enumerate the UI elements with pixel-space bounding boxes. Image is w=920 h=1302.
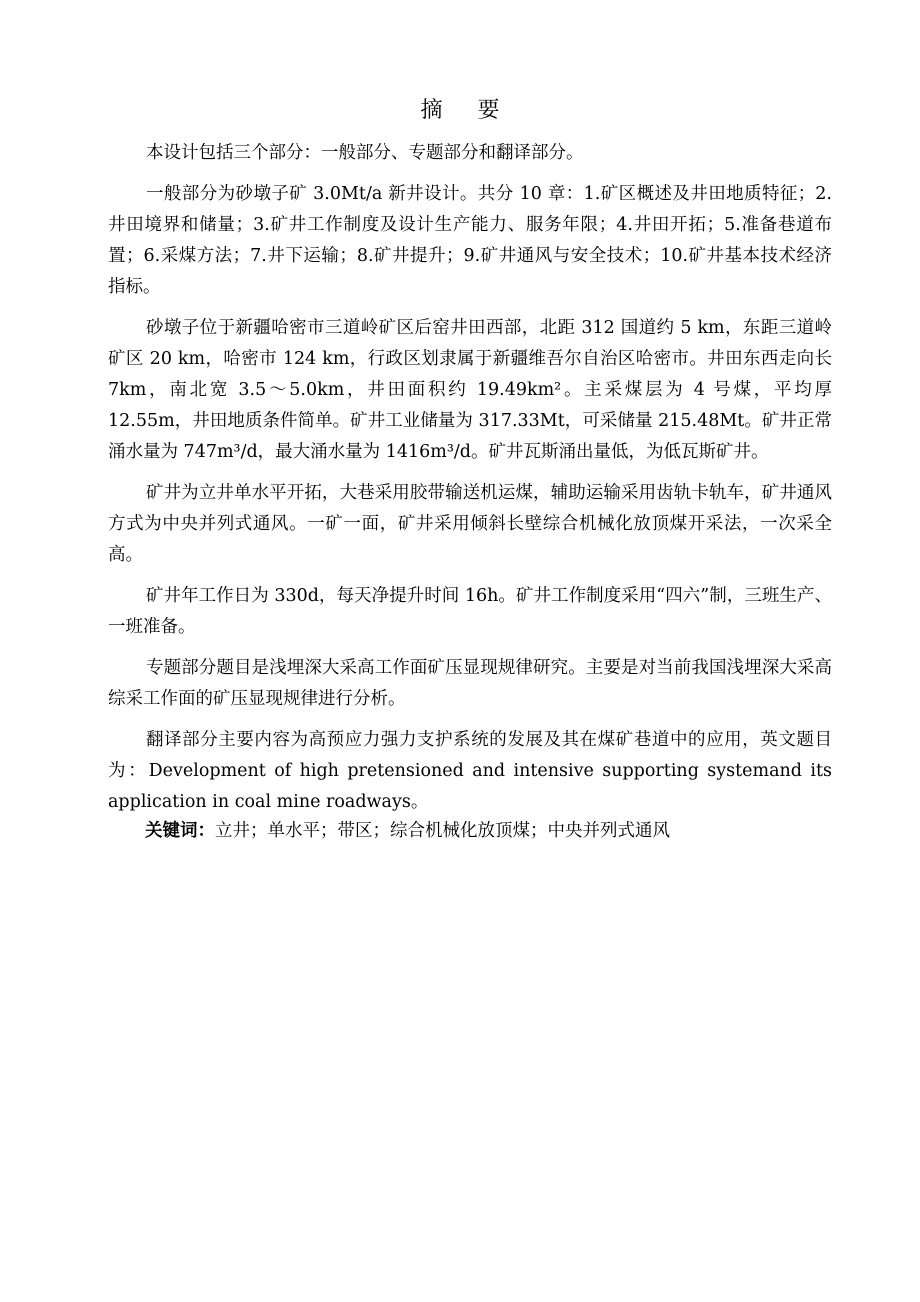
paragraph-site-description: 砂墩子位于新疆哈密市三道岭矿区后窑井田西部，北距 312 国道约 5 km，东距三道岭矿区 20 km，哈密市 124 km，行政区划隶属于新疆维吾尔自治区哈密市。井田东西走向长 7km，南北宽 3.5～5.0km，井田面积约 19.49km²。主采煤层为 4 号煤，平均厚 12.55m，井田地质条件简单。矿井工业储量为 317.33Mt，可采储量 215.48Mt。矿井正常涌水量为 747m³/d，最大涌水量为 1416m³/d。矿井瓦斯涌出量低，为低瓦斯矿井。 [108,318,832,462]
paragraph-translation: 翻译部分主要内容为高预应力强力支护系统的发展及其在煤矿巷道中的应用，英文题目为：Development of high pretensioned and intensive supporting systemand its application in coal mine roadways。 [108,730,832,812]
paragraph-mine-development: 矿井为立井单水平开拓，大巷采用胶带输送机运煤，辅助运输采用齿轨卡轨车，矿井通风方式为中央并列式通风。一矿一面，矿井采用倾斜长壁综合机械化放顶煤开采法，一次采全高。 [108,483,832,565]
paragraph-working-schedule: 矿井年工作日为 330d，每天净提升时间 16h。矿井工作制度采用“四六”制，三班生产、一班准备。 [108,586,832,637]
paragraph-intro: 本设计包括三个部分：一般部分、专题部分和翻译部分。 [146,143,584,163]
paragraph-general-part: 一般部分为砂墩子矿 3.0Mt/a 新井设计。共分 10 章：1.矿区概述及井田地质特征；2.井田境界和储量；3.矿井工作制度及设计生产能力、服务年限；4.井田开拓；5.准备巷道布置；6.采煤方法；7.井下运输；8.矿井提升；9.矿井通风与安全技术；10.矿井基本技术经济指标。 [108,184,832,297]
page-title: 摘 要 [420,98,514,123]
keywords-label: 关键词： [145,821,215,841]
keywords-line [145,816,670,847]
abstract-body [108,138,832,828]
keywords-list: 立井；单水平；带区；综合机械化放顶煤；中央并列式通风 [215,821,670,841]
paragraph-special-topic: 专题部分题目是浅埋深大采高工作面矿压显现规律研究。主要是对当前我国浅埋深大采高综采工作面的矿压显现规律进行分析。 [108,658,832,709]
